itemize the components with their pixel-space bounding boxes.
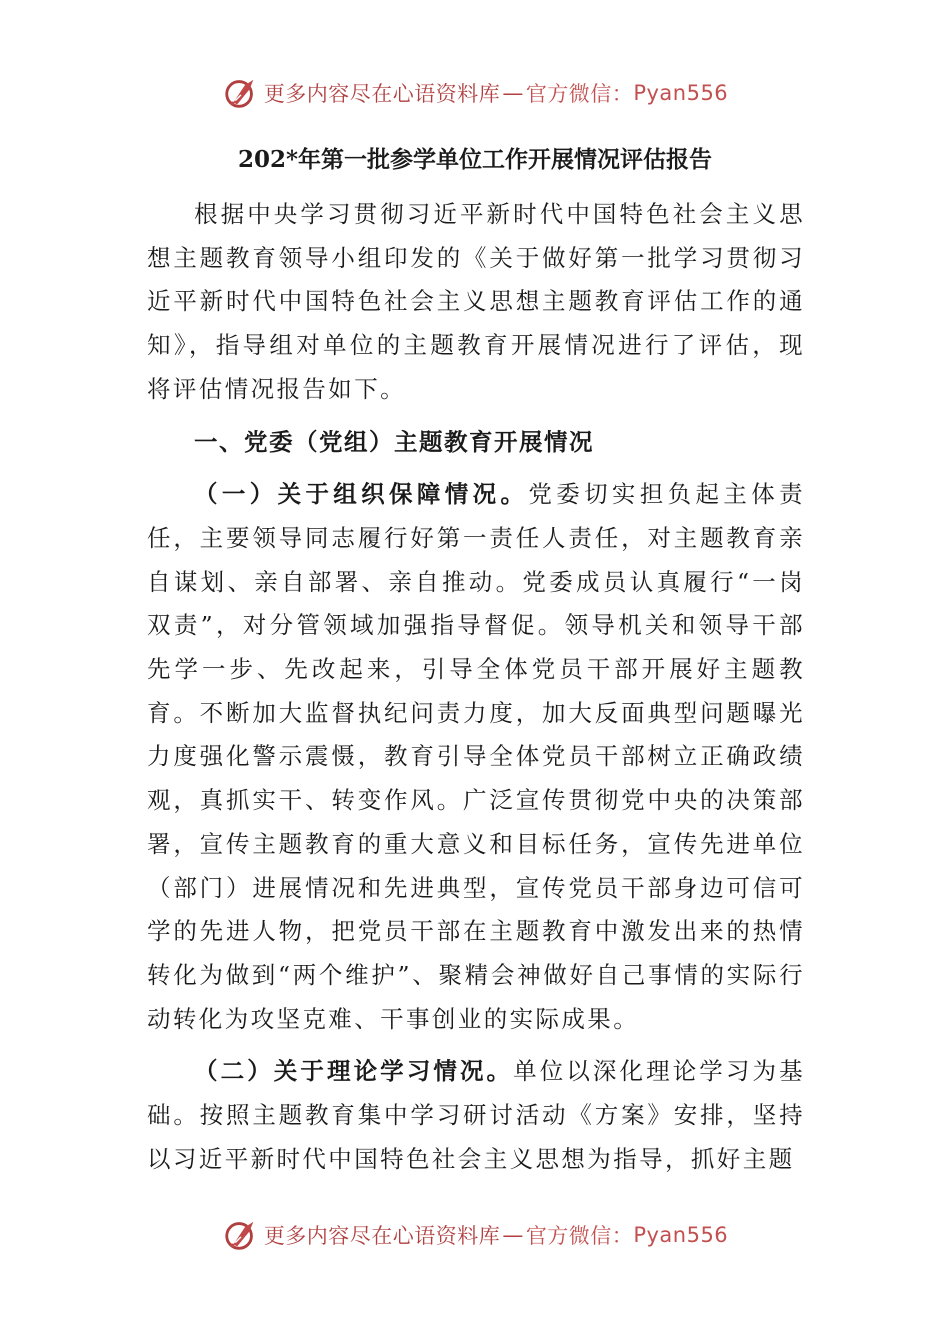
watermark-dash: — <box>502 81 524 105</box>
watermark-contact-id: Pyan556 <box>633 1223 729 1247</box>
subsection-body-2: 单位以深化理论学习为基础。按照主题教育集中学习研讨活动《方案》安排，坚持以习近平新时代中国特色社会主义思想为指导，抓好主题 <box>147 1057 805 1173</box>
watermark-contact-id: Pyan556 <box>633 81 729 105</box>
watermark-dash: — <box>502 1223 524 1247</box>
pen-nib-logo-icon <box>222 1216 260 1254</box>
subsection-heading-1: （一）关于组织保障情况。 <box>194 480 529 509</box>
pen-nib-logo-icon <box>222 74 260 112</box>
document-body <box>147 193 805 1181</box>
intro-paragraph: 根据中央学习贯彻习近平新时代中国特色社会主义思想主题教育领导小组印发的《关于做好第一批学习贯彻习近平新时代中国特色社会主义思想主题教育评估工作的通知》，指导组对单位的主题教育开展情况进行了评估，现将评估情况报告如下。 <box>147 200 805 403</box>
document-title: 202*年第一批参学单位工作开展情况评估报告 <box>237 146 713 173</box>
watermark-site-name: 更多内容尽在心语资料库 <box>263 1224 501 1248</box>
watermark-contact-label: 官方微信： <box>525 82 634 106</box>
subsection-paragraph-1 <box>147 473 805 1041</box>
subsection-paragraph-2 <box>147 1050 805 1181</box>
watermark-footer <box>0 1210 950 1260</box>
subsection-heading-2: （二）关于理论学习情况。 <box>194 1057 514 1086</box>
watermark-header <box>0 68 950 118</box>
watermark-contact-label: 官方微信： <box>525 1224 634 1248</box>
section-heading-1: 一、党委（党组）主题教育开展情况 <box>194 427 594 456</box>
subsection-body-1: 党委切实担负起主体责任，主要领导同志履行好第一责任人责任，对主题教育亲自谋划、亲自部署、亲自推动。党委成员认真履行“一岗双责”，对分管领域加强指导督促。领导机关和领导干部先学一步、先改起来，引导全体党员干部开展好主题教育。不断加大监督执纪问责力度，加大反面典型问题曝光力度强化警示震慑，教育引导全体党员干部树立正确政绩观，真抓实干、转变作风。广泛宣传贯彻党中央的决策部署，宣传主题教育的重大意义和目标任务，宣传先进单位（部门）进展情况和先进典型，宣传党员干部身边可信可学的先进人物，把党员干部在主题教育中激发出来的热情转化为做到“两个维护”、聚精会神做好自己事情的实际行动转化为攻坚克难、干事创业的实际成果。 <box>147 480 805 1033</box>
watermark-site-name: 更多内容尽在心语资料库 <box>263 82 501 106</box>
